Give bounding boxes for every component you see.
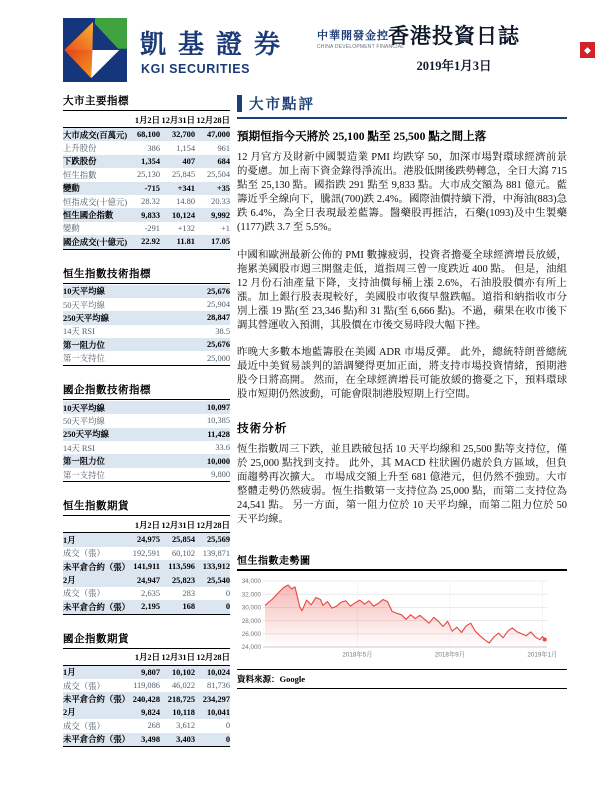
group-name-cn: 中華開發金控: [317, 30, 389, 42]
y-axis-label: 34,000: [241, 578, 261, 586]
row-value: 3,498: [141, 734, 160, 744]
row-value: 10,000: [206, 456, 230, 466]
table-row: [63, 351, 230, 365]
table-row: [63, 235, 230, 249]
table-header-row: [63, 650, 230, 666]
table-title: 大市主要指標: [63, 93, 230, 111]
row-value: 28,847: [206, 313, 230, 323]
table-row: [63, 560, 230, 573]
row-value: 47,000: [206, 130, 230, 140]
row-label: 50天平均線: [63, 300, 105, 310]
row-label: 10天平均線: [63, 403, 105, 413]
row-value: 10,097: [206, 403, 230, 413]
table-hsi-technical: [63, 266, 230, 366]
row-value: 25,540: [206, 575, 230, 585]
row-label: 10天平均線: [63, 287, 105, 297]
row-value: 10,124: [171, 210, 195, 220]
row-value: 60,102: [171, 548, 195, 558]
row-label: 第一支持位: [63, 470, 105, 480]
row-label: 成交（張）: [63, 721, 105, 731]
comment-paragraph: 昨晚大多數本地藍籌股在美國 ADR 市場反彈。 此外，總統特朗普總統最近中美貿易談判的語調變得更加正面，將支持市場投資情緒，預期港股今日將高開。 然而，在全球經濟增長可能放緩的擔憂之下，預料環球股市短期仍然波動，可能會限制港股短期上行空間。: [237, 347, 567, 401]
row-value: 9,800: [211, 470, 230, 479]
row-value: 10,118: [172, 707, 195, 717]
table-row: [63, 222, 230, 235]
hsi-chart-block: [237, 552, 567, 689]
row-label: 成交（張）: [63, 681, 105, 691]
row-value: 0: [225, 588, 230, 598]
row-label: 變動: [63, 224, 80, 234]
row-value: 10,041: [206, 707, 230, 717]
row-value: 3,403: [176, 734, 195, 744]
doc-title: 香港投資日誌: [388, 24, 520, 48]
row-value: 14.80: [176, 197, 195, 207]
table-row: [63, 298, 230, 311]
row-label: 2月: [63, 708, 76, 718]
masthead: [385, 20, 523, 74]
table-row: [63, 195, 230, 208]
row-value: 25,000: [206, 353, 230, 363]
row-value: 0: [225, 734, 230, 744]
row-value: 33.6: [215, 443, 230, 453]
table-row: [63, 719, 230, 732]
chart-title: 恒生指數走勢圖: [237, 552, 567, 571]
row-value: 11,428: [207, 429, 230, 439]
table-row: [63, 468, 230, 482]
comment-paragraph: 12 月官方及財新中國製造業 PMI 均跌穿 50，加深市場對環球經濟前景的憂慮。加上南下資金錄得淨流出。港股低開後跌勢轉急，全日大瀉 715 點至 25,130 點。國指跌 291 點至 9,833 點。大市成交額為 881 億元。藍籌近乎全線向下，騰訊(700)跌 2.4%。國際油價持續下滑，中海油(883)急跌 6.4%，為全日表現最差藍籌。醫藥股再捱沽，石藥(1093)及中生製藥(1177)跌 3.7 至 5.5%。: [237, 152, 567, 234]
row-value: 25,569: [206, 535, 230, 545]
row-label: 第一阻力位: [63, 457, 105, 467]
row-value: 2,635: [141, 588, 160, 598]
row-value: 9,807: [141, 667, 160, 677]
row-label: 未平倉合約（張）: [63, 602, 130, 612]
section-title: 大市點評: [249, 97, 315, 113]
row-value: 11.81: [176, 237, 195, 247]
row-value: 25,130: [136, 170, 160, 180]
row-value: 25,823: [171, 575, 195, 585]
technical-analysis-title: 技術分析: [237, 421, 288, 435]
row-value: 3,612: [176, 721, 195, 731]
row-label: 1月: [63, 668, 76, 678]
row-value: 407: [182, 156, 195, 166]
x-axis-label: 2019年1月: [527, 651, 558, 659]
table-row: [63, 325, 230, 338]
column-header: 12月28日: [196, 115, 230, 125]
row-label: 50天平均線: [63, 416, 105, 426]
commentary-column: [237, 93, 567, 689]
table-row: [63, 141, 230, 154]
row-label: 下跌股份: [63, 157, 97, 167]
row-value: 9,824: [141, 707, 160, 717]
row-value: 961: [217, 143, 230, 153]
column-header: 12月28日: [196, 520, 230, 530]
row-value: 133,912: [202, 562, 230, 572]
y-axis-label: 28,000: [241, 617, 261, 625]
table-row: [63, 128, 230, 141]
row-value: -715: [144, 183, 160, 193]
brand-name-cn: 凱基證券: [140, 30, 293, 59]
table-row: [63, 155, 230, 168]
row-value: 38.5: [215, 326, 230, 336]
row-value: 25,676: [206, 340, 230, 350]
indicator-tables-column: [63, 93, 230, 763]
row-value: 139,871: [202, 548, 230, 558]
row-value: 1,154: [176, 143, 195, 153]
row-value: 240,428: [132, 694, 160, 704]
table-header-row: [63, 517, 230, 533]
row-value: +1: [221, 223, 230, 233]
y-axis-label: 32,000: [241, 591, 261, 599]
table-row: [63, 666, 230, 679]
table-market-indicators: [63, 93, 230, 250]
row-label: 第一阻力位: [63, 340, 105, 350]
section-accent-bar: [237, 95, 242, 112]
row-value: 25,845: [171, 170, 195, 180]
y-axis-label: 30,000: [241, 604, 261, 612]
row-label: 上升股份: [63, 144, 97, 154]
technical-analysis-paragraph: 恆生指數周三下跌，並且跌破包括 10 天平均線和 25,500 點等支持位，僅於 25,000 點找到支持。 此外，其 MACD 柱狀圖仍處於負方區域，但負面趨勢再次擴大。 市場成交額上升至 681 億港元，但仍然不強勁。大市整體走勢仍然疲弱。恆生指數第一支持位為 25,000 點，而第二支持位為 24,541 點。 另一方面，第一阻力位於 10 天平均線，而第二阻力位於 50 天平均線。: [237, 443, 567, 525]
table-title: 國企指數期貨: [63, 631, 230, 649]
row-label: 14天 RSI: [63, 443, 95, 453]
row-value: 9,992: [211, 210, 230, 220]
row-value: 10,102: [171, 667, 195, 677]
row-label: 變動: [63, 184, 80, 194]
row-value: 46,022: [171, 681, 195, 691]
table-title: 恒生指數期貨: [63, 498, 230, 516]
y-axis-label: 26,000: [241, 631, 261, 639]
table-row: [63, 441, 230, 454]
row-value: 113,596: [168, 562, 195, 572]
row-value: 168: [182, 602, 195, 612]
table-row: [63, 182, 230, 195]
table-row: [63, 573, 230, 586]
row-value: 24,947: [136, 575, 160, 585]
doc-date: 2019年1月3日: [416, 59, 492, 73]
last-point-marker: [543, 638, 547, 642]
market-headline: 預期恒指今天將於 25,100 點至 25,500 點之間上落: [237, 130, 487, 143]
row-value: 10,385: [206, 416, 230, 426]
row-label: 成交（張）: [63, 589, 105, 599]
hsi-trend-chart: [237, 573, 567, 669]
group-name-en: CHINA DEVELOPMENT FINANCIAL: [317, 44, 405, 50]
row-value: 119,086: [133, 681, 160, 691]
column-header: 1月2日: [134, 653, 160, 663]
row-value: 20.33: [211, 197, 230, 207]
row-label: 成交（張）: [63, 549, 105, 559]
row-value: 9,833: [141, 210, 160, 220]
row-value: 268: [147, 721, 160, 731]
x-axis-label: 2018年5月: [342, 651, 373, 659]
brand-name-en: KGI SECURITIES: [141, 62, 251, 76]
column-header: 1月2日: [134, 115, 160, 125]
row-label: 恒生國企指數: [63, 211, 114, 221]
row-label: 14天 RSI: [63, 327, 95, 337]
row-value: -291: [144, 223, 160, 233]
table-row: [63, 733, 230, 747]
row-value: +35: [216, 183, 230, 193]
row-value: +341: [177, 183, 195, 193]
table-row: [63, 401, 230, 414]
table-row: [63, 208, 230, 221]
row-value: 10,024: [206, 667, 230, 677]
table-hsi-futures: [63, 498, 230, 614]
table-row: [63, 533, 230, 546]
table-hscei-futures: [63, 631, 230, 747]
table-row: [63, 587, 230, 600]
cdf-emblem-icon: ◆: [580, 42, 595, 58]
row-label: 未平倉合約（張）: [63, 695, 130, 705]
table-title: 國企指數技術指標: [63, 382, 230, 400]
row-label: 1月: [63, 535, 76, 545]
row-label: 國企成交(十億元): [63, 237, 128, 247]
row-value: 68,100: [136, 130, 160, 140]
row-value: 22.92: [141, 237, 160, 247]
table-header-row: [63, 112, 230, 128]
x-axis-label: 2018年9月: [434, 651, 465, 659]
column-header: 12月28日: [196, 653, 230, 663]
row-label: 2月: [63, 576, 76, 586]
table-row: [63, 338, 230, 351]
row-value: 28.32: [141, 197, 160, 207]
row-label: 250天平均線: [63, 313, 110, 323]
row-label: 未平倉合約（張）: [63, 562, 130, 572]
row-value: 1,354: [141, 156, 160, 166]
table-title: 恒生指數技術指標: [63, 266, 230, 284]
comment-paragraph: 中國和歐洲最新公佈的 PMI 數據疲弱，投資者擔憂全球經濟增長放緩，拖累美國股市週三開盤走低，道指周三曾一度跌近 400 點。 但是，油組 12 月份石油產量下降，支持油價每桶上漲 2.6%，石油股股價亦有所上漲。加上銀行股表現較好，美國股市收復早盤跌幅。道指和納指收市分別上漲 19 點(至 23,346 點)和 31 點(至 6,666 點)。不過，蘋果在收市後下調其營運收入預測，其股價在市後交易時段大幅下挫。: [237, 249, 567, 332]
row-label: 250天平均線: [63, 430, 110, 440]
table-row: [63, 692, 230, 705]
column-header: 12月31日: [161, 115, 195, 125]
row-value: 218,725: [167, 694, 195, 704]
chart-source: 資料來源：Google: [237, 669, 567, 689]
y-axis-label: 24,000: [241, 644, 261, 652]
table-row: [63, 311, 230, 324]
table-row: [63, 600, 230, 614]
row-value: 386: [147, 143, 160, 153]
row-value: 192,591: [132, 548, 160, 558]
row-value: 32,700: [171, 130, 195, 140]
table-row: [63, 547, 230, 560]
table-row: [63, 706, 230, 719]
row-value: 24,975: [136, 535, 160, 545]
section-market-comment-header: [237, 93, 567, 119]
row-value: 283: [182, 588, 195, 598]
column-header: 12月31日: [161, 653, 195, 663]
table-row: [63, 414, 230, 427]
row-label: 第一支持位: [63, 354, 105, 364]
row-value: 0: [225, 602, 230, 612]
row-label: 恒指成交(十億元): [63, 197, 128, 207]
row-label: 未平倉合約（張）: [63, 735, 130, 745]
table-hscei-technical: [63, 382, 230, 482]
row-label: 大市成交(百萬元): [63, 130, 128, 140]
row-value: 25,504: [206, 170, 230, 180]
table-row: [63, 168, 230, 181]
column-header: 1月2日: [134, 520, 160, 530]
table-row: [63, 679, 230, 692]
row-value: +132: [177, 223, 195, 233]
row-value: 81,736: [206, 681, 230, 691]
row-value: 25,676: [206, 286, 230, 296]
row-label: 恒生指數: [63, 170, 97, 180]
row-value: 25,854: [171, 535, 195, 545]
row-value: 25,904: [206, 300, 230, 310]
column-header: 12月31日: [161, 520, 195, 530]
row-value: 0: [225, 721, 230, 731]
kgi-logo-icon: [63, 18, 127, 82]
row-value: 17.05: [211, 237, 230, 247]
row-value: 234,297: [202, 694, 230, 704]
table-row: [63, 285, 230, 298]
row-value: 684: [217, 156, 230, 166]
row-value: 141,911: [133, 562, 160, 572]
row-value: 2,195: [141, 602, 160, 612]
table-row: [63, 428, 230, 441]
table-row: [63, 454, 230, 467]
